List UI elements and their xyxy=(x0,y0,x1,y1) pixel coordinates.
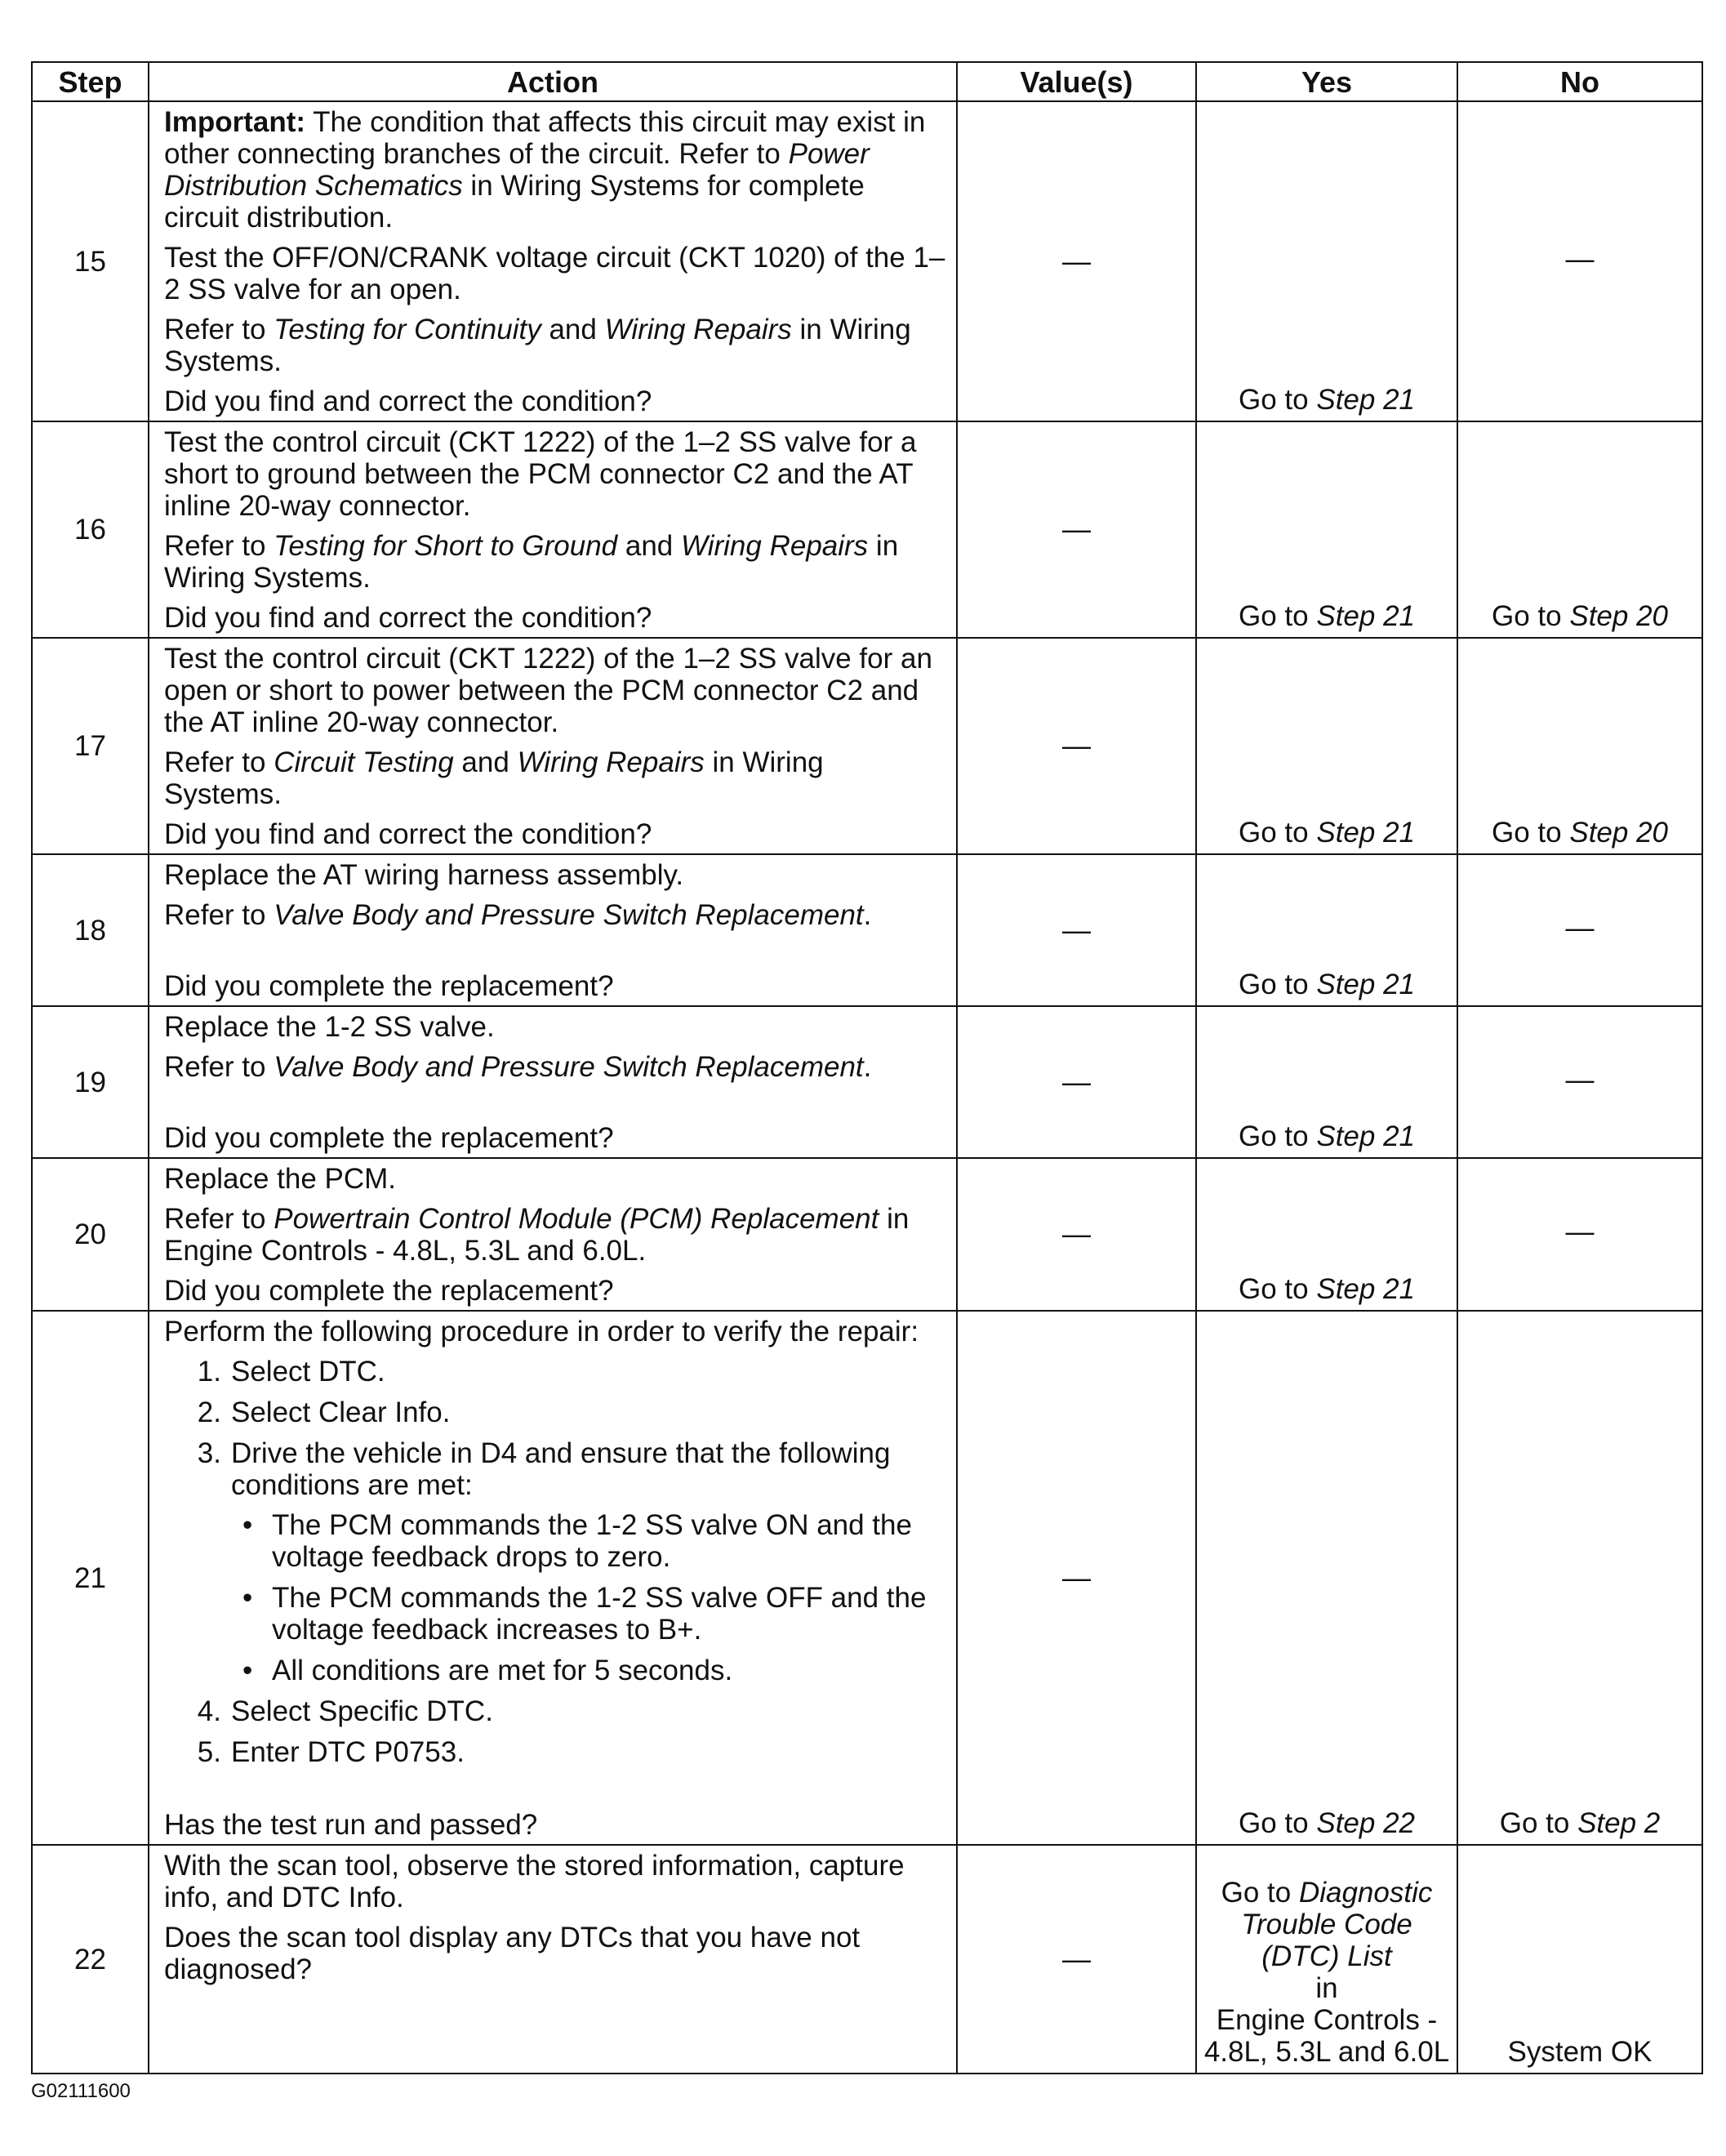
yes-cell: Go to Step 22 xyxy=(1196,1311,1457,1845)
action-cell xyxy=(149,1845,957,2074)
list-item: 3. Drive the vehicle in D4 and ensure that the following conditions are met: • The PCM commands the 1-2 SS valve ON and the voltage feedback drops to zero. • The PCM commands the 1-2 SS valve OFF and the voltage feedback increases to B+. • All conditions are met for 5 seconds. xyxy=(189,1437,946,1686)
step-number: 17 xyxy=(32,638,149,854)
document-link[interactable]: Power Distribution Schematics xyxy=(164,138,870,202)
yes-column-header: Yes xyxy=(1196,62,1457,101)
step-link[interactable]: Step 21 xyxy=(1316,817,1415,849)
bullet-icon: • xyxy=(242,1509,253,1541)
table-row xyxy=(32,421,1702,638)
value-cell: — xyxy=(957,101,1196,421)
document-link[interactable]: Circuit Testing xyxy=(274,746,454,778)
document-link[interactable]: Wiring Repairs xyxy=(680,530,869,562)
document-link[interactable]: Diagnostic Trouble Code (DTC) List xyxy=(1241,1877,1433,1972)
action-cell xyxy=(149,1006,957,1158)
action-text: Replace the AT wiring harness assembly. xyxy=(164,859,684,891)
step-link[interactable]: Step 21 xyxy=(1316,969,1415,1000)
no-cell: System OK xyxy=(1457,1845,1702,2074)
document-link[interactable]: Valve Body and Pressure Switch Replacement xyxy=(274,899,864,931)
reference-text: Refer to Powertrain Control Module (PCM) Replacement in Engine Controls - 4.8L, 5.3L and 6.0L. xyxy=(164,1203,910,1267)
important-note: Important: The condition that affects this circuit may exist in other connecting branches of the circuit. Refer to Power Distribution Schematics in Wiring Systems for complete circuit distribution. xyxy=(164,106,926,234)
document-link[interactable]: Testing for Short to Ground xyxy=(274,530,618,562)
action-question: Did you find and correct the condition? xyxy=(164,818,652,850)
table-row xyxy=(32,1845,1702,2074)
table-header-row xyxy=(32,62,1702,101)
action-cell xyxy=(149,1311,957,1845)
diagnostic-procedure-table xyxy=(31,61,1703,2074)
action-text: Test the control circuit (CKT 1222) of the 1–2 SS valve for a short to ground between the PCM connector C2 and the AT inline 20-way connector. xyxy=(164,426,917,522)
action-question: Did you complete the replacement? xyxy=(164,970,614,1002)
yes-cell: Go to Step 21 xyxy=(1196,1158,1457,1311)
bullet-icon: • xyxy=(242,1655,253,1686)
value-cell: — xyxy=(957,1845,1196,2074)
reference-text: Refer to Circuit Testing and Wiring Repairs in Wiring Systems. xyxy=(164,746,824,810)
no-cell: — xyxy=(1457,101,1702,421)
action-text: Replace the 1-2 SS valve. xyxy=(164,1011,495,1043)
no-cell: — xyxy=(1457,854,1702,1006)
no-cell: Go to Step 20 xyxy=(1457,638,1702,854)
step-link[interactable]: Step 20 xyxy=(1569,600,1668,632)
action-cell xyxy=(149,638,957,854)
step-number: 21 xyxy=(32,1311,149,1845)
document-link[interactable]: Testing for Continuity xyxy=(274,314,541,345)
action-column-header: Action xyxy=(149,62,957,101)
yes-cell: Go to Step 21 xyxy=(1196,1006,1457,1158)
list-item: • All conditions are met for 5 seconds. xyxy=(242,1655,733,1686)
step-link[interactable]: Step 21 xyxy=(1316,384,1415,416)
step-number: 20 xyxy=(32,1158,149,1311)
condition-list xyxy=(231,1509,946,1686)
action-text: With the scan tool, observe the stored information, capture info, and DTC Info. xyxy=(164,1850,905,1913)
document-link[interactable]: Wiring Repairs xyxy=(604,314,792,345)
action-question: Did you find and correct the condition? xyxy=(164,602,652,634)
step-number: 16 xyxy=(32,421,149,638)
table-row xyxy=(32,101,1702,421)
no-cell: Go to Step 20 xyxy=(1457,421,1702,638)
document-link[interactable]: Valve Body and Pressure Switch Replacement xyxy=(274,1051,864,1083)
action-question: Did you complete the replacement? xyxy=(164,1275,614,1307)
action-question: Does the scan tool display any DTCs that you have not diagnosed? xyxy=(164,1922,861,1985)
table-row xyxy=(32,1006,1702,1158)
list-item: • The PCM commands the 1-2 SS valve ON and the voltage feedback drops to zero. xyxy=(242,1509,912,1573)
action-cell xyxy=(149,1158,957,1311)
list-item: 4. Select Specific DTC. xyxy=(197,1695,493,1727)
action-text: Perform the following procedure in order to verify the repair: xyxy=(164,1316,919,1348)
no-column-header: No xyxy=(1457,62,1702,101)
list-item: • The PCM commands the 1-2 SS valve OFF and the voltage feedback increases to B+. xyxy=(242,1582,927,1646)
table-row xyxy=(32,854,1702,1006)
yes-cell: Go to Step 21 xyxy=(1196,638,1457,854)
list-item: 1. Select DTC. xyxy=(197,1356,385,1388)
yes-cell: Go to Diagnostic Trouble Code (DTC) List in Engine Controls - 4.8L, 5.3L and 6.0L xyxy=(1196,1845,1457,2074)
document-link[interactable]: Wiring Repairs xyxy=(517,746,705,778)
no-cell: Go to Step 2 xyxy=(1457,1311,1702,1845)
figure-code: G02111600 xyxy=(31,2080,131,2102)
value-cell: — xyxy=(957,638,1196,854)
table-row xyxy=(32,1311,1702,1845)
step-link[interactable]: Step 20 xyxy=(1569,817,1668,849)
reference-text: Refer to Testing for Continuity and Wiring Repairs in Wiring Systems. xyxy=(164,314,911,377)
step-number: 19 xyxy=(32,1006,149,1158)
value-cell: — xyxy=(957,1158,1196,1311)
action-question: Did you find and correct the condition? xyxy=(164,385,652,417)
list-item: 5. Enter DTC P0753. xyxy=(197,1736,465,1768)
step-link[interactable]: Step 21 xyxy=(1316,600,1415,632)
step-number: 18 xyxy=(32,854,149,1006)
action-question: Has the test run and passed? xyxy=(164,1809,538,1841)
table-row xyxy=(32,1158,1702,1311)
no-cell: — xyxy=(1457,1158,1702,1311)
table-row xyxy=(32,638,1702,854)
step-link[interactable]: Step 22 xyxy=(1316,1807,1415,1839)
value-cell: — xyxy=(957,421,1196,638)
action-question: Did you complete the replacement? xyxy=(164,1122,614,1154)
reference-text: Refer to Valve Body and Pressure Switch Replacement. xyxy=(164,1051,872,1083)
value-cell: — xyxy=(957,1311,1196,1845)
step-number: 15 xyxy=(32,101,149,421)
step-link[interactable]: Step 2 xyxy=(1577,1807,1661,1839)
list-item: 2. Select Clear Info. xyxy=(197,1396,451,1428)
step-link[interactable]: Step 21 xyxy=(1316,1273,1415,1305)
step-link[interactable]: Step 21 xyxy=(1316,1120,1415,1152)
yes-cell: Go to Step 21 xyxy=(1196,101,1457,421)
yes-cell: Go to Step 21 xyxy=(1196,421,1457,638)
action-text: Test the control circuit (CKT 1222) of the 1–2 SS valve for an open or short to power between the PCM connector C2 and the AT inline 20-way connector. xyxy=(164,643,932,738)
action-cell xyxy=(149,101,957,421)
reference-text: Refer to Valve Body and Pressure Switch Replacement. xyxy=(164,899,872,931)
action-cell xyxy=(149,854,957,1006)
reference-text: Refer to Testing for Short to Ground and Wiring Repairs in Wiring Systems. xyxy=(164,530,899,594)
procedure-list xyxy=(164,1356,946,1777)
yes-cell: Go to Step 21 xyxy=(1196,854,1457,1006)
action-text: Replace the PCM. xyxy=(164,1163,397,1195)
value-cell: — xyxy=(957,854,1196,1006)
action-cell xyxy=(149,421,957,638)
values-column-header: Value(s) xyxy=(957,62,1196,101)
no-cell: — xyxy=(1457,1006,1702,1158)
value-cell: — xyxy=(957,1006,1196,1158)
document-link[interactable]: Powertrain Control Module (PCM) Replacement xyxy=(274,1203,879,1235)
important-label: Important: xyxy=(164,106,306,138)
step-column-header: Step xyxy=(32,62,149,101)
bullet-icon: • xyxy=(242,1582,253,1614)
step-number: 22 xyxy=(32,1845,149,2074)
action-text: Test the OFF/ON/CRANK voltage circuit (CKT 1020) of the 1–2 SS valve for an open. xyxy=(164,242,945,305)
